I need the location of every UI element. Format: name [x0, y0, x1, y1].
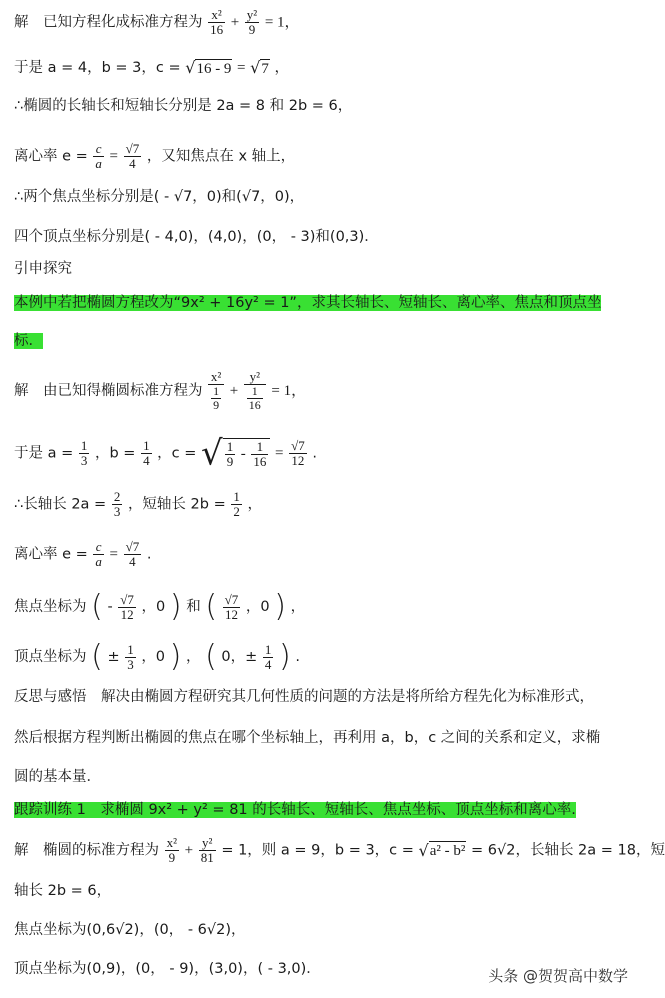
line-9 [14, 330, 626, 352]
text: = [237, 60, 246, 76]
line-4 [14, 142, 626, 171]
text: ，0 [141, 649, 166, 665]
watermark [488, 965, 628, 986]
text: = 1， [264, 14, 300, 31]
fraction: $\frac{1}{3}$ [127, 641, 134, 672]
plus: + [230, 14, 240, 31]
square-root: √7 [250, 58, 269, 77]
paren: ( [205, 639, 217, 674]
fraction: $\frac{c}{a}$ [95, 141, 102, 171]
line-2 [14, 57, 626, 79]
watermark-text: 头条 @贺贺高中数学 [488, 967, 628, 985]
paren: ) [279, 639, 291, 674]
fraction: $\frac{\text{x²}}{16}$ [210, 7, 224, 37]
paren: ( [91, 639, 103, 674]
plus: + [229, 383, 239, 399]
text: 焦点坐标为 [14, 599, 87, 615]
text: = [275, 445, 284, 462]
highlighted-text: 跟踪训练 1 求椭圆 9x² + y² = 81 的长轴长、短轴长、焦点坐标、顶点坐标和离心率. [14, 802, 576, 818]
text: ，短轴长 2b = [127, 496, 226, 513]
text: = 1， [271, 383, 307, 399]
text: 于是 a = [14, 445, 74, 462]
line-6: 四个顶点坐标分别是( - 4,0)，(4,0)，(0， - 3)和(0,3)． [14, 229, 379, 245]
fraction: $\frac{\text{y²}}{\frac{1}{16}}$ [244, 370, 266, 412]
text: 于是 a = 4，b = 3，c = [14, 60, 181, 76]
line-20 [14, 835, 665, 865]
square-root: √ $\frac{1}{9}$ - $\frac{1}{16}$ [201, 438, 270, 469]
fraction: $\frac{1}{2}$ [233, 489, 240, 519]
fraction: $\frac{√7}{12}$ [120, 591, 134, 622]
text: = [109, 148, 118, 165]
text: ，c = [157, 445, 197, 462]
text: ∴长轴长 2a = [14, 496, 107, 513]
fraction: $\frac{\text{y²}}{81}$ [200, 835, 214, 865]
paren: ) [169, 589, 182, 624]
line-1 [14, 8, 626, 37]
paren: ) [169, 639, 182, 674]
line-15 [14, 639, 626, 674]
fraction: $\frac{√7}{12}$ [291, 438, 305, 468]
line-12 [14, 490, 626, 519]
line-13 [14, 540, 626, 569]
line-19 [14, 799, 626, 821]
line-18: 圆的基本量． [14, 769, 101, 785]
text: 解 已知方程化成标准方程为 [14, 14, 203, 31]
plus: + [184, 842, 194, 859]
line-23: 顶点坐标为(0,9)，(0， - 9)，(3,0)，( - 3,0)． [14, 961, 321, 977]
text: 离心率 e = [14, 148, 88, 165]
line-21: 轴长 2b = 6， [14, 883, 112, 899]
line-8 [14, 292, 626, 314]
text: - [107, 599, 118, 615]
text: ，b = [94, 445, 136, 462]
text: ， [290, 599, 306, 615]
text: ，0 [245, 599, 270, 615]
section-heading-extension: 引申探究 [14, 261, 72, 277]
fraction: $\frac{c}{a}$ [95, 539, 102, 569]
text: ， [185, 649, 201, 665]
text: . [312, 445, 317, 462]
text: 解 椭圆的标准方程为 [14, 842, 159, 859]
text: 顶点坐标为 [14, 649, 87, 665]
fraction: $\frac{√7}{12}$ [224, 591, 239, 622]
line-16: 反思与感悟 解决由椭圆方程研究其几何性质的问题的方法是将所给方程先化为标准形式， [14, 689, 594, 705]
square-root: √a² - b² [418, 840, 466, 860]
line-14 [14, 589, 626, 624]
fraction: $\frac{1}{3}$ [80, 438, 88, 468]
fraction: $\frac{1}{4}$ [264, 641, 272, 672]
text: . [295, 649, 300, 665]
highlighted-text: 本例中若把椭圆方程改为“9x² + 16y² = 1”，求其长轴长、短轴长、离心率、焦点和顶点坐 [14, 295, 602, 311]
text: 离心率 e = [14, 546, 88, 563]
highlighted-text: 标． [14, 333, 43, 349]
fraction: $\frac{\text{x²}}{\frac{1}{9}}$ [208, 370, 224, 412]
square-root: √16 - 9 [185, 58, 232, 77]
text: ， [274, 60, 289, 76]
text: 解 由已知得椭圆标准方程为 [14, 383, 203, 399]
line-3: ∴椭圆的长轴长和短轴长分别是 2a = 8 和 2b = 6， [14, 98, 353, 114]
text: = 1，则 a = 9，b = 3，c = [221, 842, 414, 859]
text: = [109, 546, 118, 563]
line-17: 然后根据方程判断出椭圆的焦点在哪个坐标轴上，再利用 a，b，c 之间的关系和定义，求椭 [14, 730, 601, 746]
fraction: $\frac{√7}{4}$ [125, 539, 140, 569]
fraction: $\frac{√7}{4}$ [125, 141, 140, 171]
text: = 6√2，长轴长 2a = 18，短 [471, 842, 665, 859]
paren: ) [274, 589, 286, 624]
line-10 [14, 370, 626, 412]
fraction: $\frac{\text{y²}}{9}$ [246, 7, 258, 37]
fraction: $\frac{2}{3}$ [113, 489, 121, 519]
fraction: $\frac{1}{4}$ [143, 438, 150, 468]
text: 和 [186, 599, 201, 615]
fraction: $\frac{\text{x²}}{9}$ [166, 835, 178, 865]
line-11 [14, 433, 626, 474]
text: 0，± [221, 649, 258, 665]
paren: ( [205, 589, 218, 624]
line-22: 焦点坐标为(0,6√2)，(0， - 6√2)， [14, 922, 246, 938]
text: ， [247, 496, 262, 513]
text: ，又知焦点在 x 轴上， [146, 148, 296, 165]
text: ± [107, 649, 120, 665]
text: ，0 [141, 599, 166, 615]
paren: ( [91, 589, 103, 624]
text: . [146, 546, 152, 563]
line-5: ∴两个焦点坐标分别是( - √7，0)和(√7，0)， [14, 189, 305, 205]
